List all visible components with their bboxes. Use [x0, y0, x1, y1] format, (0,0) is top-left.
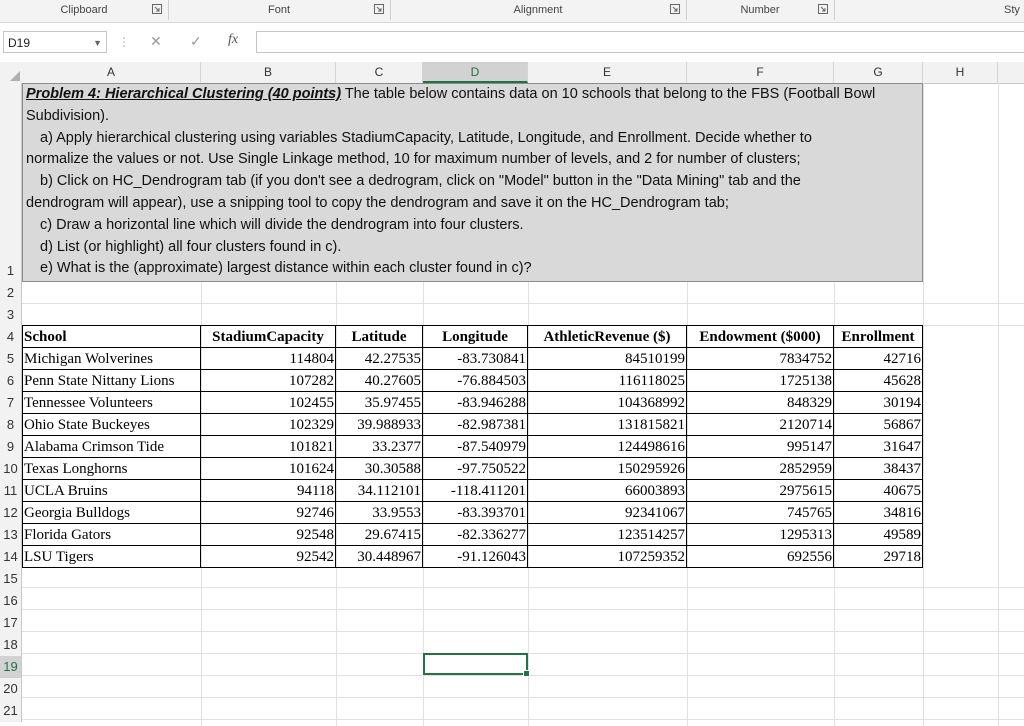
font-group-label: Font [267, 4, 290, 16]
header-cell-school[interactable]: School [22, 326, 201, 348]
cancel-icon[interactable]: ✕ [150, 33, 162, 49]
row-header[interactable]: 11 [0, 480, 22, 502]
ribbon-group-alignment [390, 0, 687, 20]
row-header[interactable]: 18 [0, 634, 22, 656]
column-header-a[interactable]: A [22, 62, 201, 83]
header-cell-stadium-capacity[interactable]: StadiumCapacity [201, 326, 336, 348]
table-cell-athletic-revenue[interactable]: 104368992 [528, 392, 687, 414]
table-cell-longitude[interactable]: -82.336277 [423, 524, 528, 546]
alignment-group-label: Alignment [513, 4, 563, 16]
clipboard-group-label: Clipboard [60, 4, 108, 16]
header-cell-enrollment[interactable]: Enrollment [834, 326, 923, 348]
table-cell-school[interactable]: Ohio State Buckeyes [22, 414, 201, 436]
row-header[interactable]: 8 [0, 414, 22, 436]
table-cell-enrollment[interactable]: 29718 [834, 546, 923, 568]
table-cell-athletic-revenue[interactable]: 84510199 [528, 348, 687, 370]
row-header[interactable]: 4 [0, 326, 22, 348]
table-cell-enrollment[interactable]: 45628 [834, 370, 923, 392]
table-cell-enrollment[interactable]: 42716 [834, 348, 923, 370]
table-cell-school[interactable]: Georgia Bulldogs [22, 502, 201, 524]
table-cell-endowment[interactable]: 692556 [687, 546, 834, 568]
row-header[interactable]: 7 [0, 392, 22, 414]
table-cell-longitude[interactable]: -91.126043 [423, 546, 528, 568]
column-header-b[interactable]: B [201, 62, 336, 83]
row-header[interactable]: 16 [0, 590, 22, 612]
table-cell-athletic-revenue[interactable]: 123514257 [528, 524, 687, 546]
table-cell-athletic-revenue[interactable]: 66003893 [528, 480, 687, 502]
number-launcher-icon[interactable] [818, 4, 828, 14]
header-cell-latitude[interactable]: Latitude [336, 326, 423, 348]
table-cell-latitude[interactable]: 35.97455 [336, 392, 423, 414]
ribbon-group-bar [0, 0, 1024, 23]
chevron-down-icon[interactable]: ▼ [93, 38, 102, 48]
problem-part-d: d) List (or highlight) all four clusters found in c). [40, 238, 342, 255]
active-cell-d19[interactable] [423, 653, 528, 675]
table-cell-school[interactable]: Texas Longhorns [22, 458, 201, 480]
ribbon-group-font [168, 0, 391, 20]
problem-statement-cell[interactable] [22, 83, 923, 282]
gridline [22, 697, 1024, 698]
table-cell-latitude[interactable]: 34.112101 [336, 480, 423, 502]
name-box-value: D19 [8, 36, 31, 50]
table-cell-stadium-capacity[interactable]: 101821 [201, 436, 336, 458]
name-box[interactable] [3, 31, 107, 53]
table-cell-stadium-capacity[interactable]: 114804 [201, 348, 336, 370]
problem-part-c: c) Draw a horizontal line which will divide the dendrogram into four clusters. [40, 216, 524, 233]
insert-function-icon[interactable]: fx [228, 32, 239, 47]
table-cell-longitude[interactable]: -118.411201 [423, 480, 528, 502]
row-header[interactable]: 1 [0, 83, 22, 282]
header-cell-longitude[interactable]: Longitude [423, 326, 528, 348]
row-header[interactable]: 15 [0, 568, 22, 590]
formula-input[interactable] [256, 31, 1024, 53]
problem-part-b-line2: dendrogram will appear), use a snipping tool to copy the dendrogram and save it on the HC_Dendrogram tab; [26, 194, 729, 211]
table-cell-longitude[interactable]: -83.946288 [423, 392, 528, 414]
table-cell-enrollment[interactable]: 49589 [834, 524, 923, 546]
problem-part-b-line1: b) Click on HC_Dendrogram tab (if you don't see a dedrogram, click on "Model" button in the "Data Mining" tab and the [40, 173, 801, 190]
gridline [22, 587, 1024, 588]
ribbon-group-clipboard [0, 0, 169, 20]
header-cell-endowment[interactable]: Endowment ($000) [687, 326, 834, 348]
row-header[interactable]: 12 [0, 502, 22, 524]
table-cell-school[interactable]: LSU Tigers [22, 546, 201, 568]
table-cell-athletic-revenue[interactable]: 131815821 [528, 414, 687, 436]
fill-handle[interactable] [523, 670, 530, 677]
row-header[interactable]: 2 [0, 282, 22, 304]
column-header-c[interactable]: C [336, 62, 423, 83]
table-cell-endowment[interactable]: 995147 [687, 436, 834, 458]
column-header-e[interactable]: E [528, 62, 687, 83]
table-cell-school[interactable]: UCLA Bruins [22, 480, 201, 502]
table-cell-enrollment[interactable]: 38437 [834, 458, 923, 480]
gridline [22, 631, 1024, 632]
column-header-bar [0, 62, 1024, 84]
row-header[interactable]: 10 [0, 458, 22, 480]
gridline [998, 83, 999, 726]
table-cell-athletic-revenue[interactable]: 150295926 [528, 458, 687, 480]
styles-group-label: Sty [1004, 4, 1020, 16]
number-group-label: Number [740, 4, 780, 16]
problem-title: Problem 4: Hierarchical Clustering (40 points) [26, 86, 342, 102]
table-cell-enrollment[interactable]: 40675 [834, 480, 923, 502]
table-cell-enrollment[interactable]: 30194 [834, 392, 923, 414]
ribbon-group-number [686, 0, 835, 20]
problem-part-a-line1: a) Apply hierarchical clustering using variables StadiumCapacity, Latitude, Longitude, and Enrollment. Decide whether to [40, 129, 812, 146]
table-cell-endowment[interactable]: 745765 [687, 502, 834, 524]
table-cell-athletic-revenue[interactable]: 107259352 [528, 546, 687, 568]
table-cell-school[interactable]: Florida Gators [22, 524, 201, 546]
row-header[interactable]: 13 [0, 524, 22, 546]
column-header-f[interactable]: F [687, 62, 834, 83]
table-cell-athletic-revenue[interactable]: 116118025 [528, 370, 687, 392]
table-cell-stadium-capacity[interactable]: 102329 [201, 414, 336, 436]
gridline [22, 719, 1024, 720]
problem-part-e: e) What is the (approximate) largest distance within each cluster found in c)? [40, 260, 532, 277]
table-cell-endowment[interactable]: 1295313 [687, 524, 834, 546]
table-cell-stadium-capacity[interactable]: 92548 [201, 524, 336, 546]
table-cell-school[interactable]: Tennessee Volunteers [22, 392, 201, 414]
font-launcher-icon[interactable] [374, 4, 384, 14]
table-cell-longitude[interactable]: -87.540979 [423, 436, 528, 458]
table-cell-enrollment[interactable]: 34816 [834, 502, 923, 524]
table-cell-enrollment[interactable]: 31647 [834, 436, 923, 458]
table-cell-school[interactable]: Penn State Nittany Lions [22, 370, 201, 392]
table-cell-latitude[interactable]: 30.30588 [336, 458, 423, 480]
table-cell-latitude[interactable]: 39.988933 [336, 414, 423, 436]
table-cell-stadium-capacity[interactable]: 107282 [201, 370, 336, 392]
enter-check-icon[interactable]: ✓ [190, 33, 202, 49]
table-cell-longitude[interactable]: -76.884503 [423, 370, 528, 392]
column-header-h[interactable]: H [923, 62, 998, 83]
table-cell-school[interactable]: Alabama Crimson Tide [22, 436, 201, 458]
table-cell-stadium-capacity[interactable]: 94118 [201, 480, 336, 502]
problem-intro [26, 84, 922, 106]
table-cell-endowment[interactable]: 2852959 [687, 458, 834, 480]
row-header[interactable]: 6 [0, 370, 22, 392]
table-cell-stadium-capacity[interactable]: 101624 [201, 458, 336, 480]
column-header-g[interactable]: G [834, 62, 923, 83]
table-cell-endowment[interactable]: 2975615 [687, 480, 834, 502]
header-cell-athletic-revenue[interactable]: AthleticRevenue ($) [528, 326, 687, 348]
column-header-d[interactable]: D [423, 62, 528, 83]
problem-intro-line2: Subdivision). [26, 107, 110, 124]
table-cell-endowment[interactable]: 848329 [687, 392, 834, 414]
row-header[interactable]: 5 [0, 348, 22, 370]
alignment-launcher-icon[interactable] [670, 4, 680, 14]
table-cell-stadium-capacity[interactable]: 102455 [201, 392, 336, 414]
table-cell-stadium-capacity[interactable]: 92746 [201, 502, 336, 524]
table-cell-endowment[interactable]: 1725138 [687, 370, 834, 392]
drag-handle-icon[interactable]: ⋮ [118, 35, 130, 49]
table-cell-endowment[interactable]: 2120714 [687, 414, 834, 436]
row-header[interactable]: 19 [0, 656, 22, 678]
gridline [22, 609, 1024, 610]
row-header[interactable]: 20 [0, 678, 22, 700]
table-cell-longitude[interactable]: -97.750522 [423, 458, 528, 480]
table-cell-latitude[interactable]: 42.27535 [336, 348, 423, 370]
table-cell-latitude[interactable]: 30.448967 [336, 546, 423, 568]
table-cell-latitude[interactable]: 33.2377 [336, 436, 423, 458]
table-cell-athletic-revenue[interactable]: 124498616 [528, 436, 687, 458]
table-cell-endowment[interactable]: 7834752 [687, 348, 834, 370]
clipboard-launcher-icon[interactable] [152, 4, 162, 14]
table-cell-latitude[interactable]: 40.27605 [336, 370, 423, 392]
gridline [923, 83, 924, 726]
problem-part-a-line2: normalize the values or not. Use Single Linkage method, 10 for maximum number of levels, and 2 for number of clusters; [26, 151, 801, 168]
table-cell-longitude[interactable]: -83.730841 [423, 348, 528, 370]
formula-bar [0, 28, 1024, 58]
table-cell-longitude[interactable]: -83.393701 [423, 502, 528, 524]
row-header[interactable]: 17 [0, 612, 22, 634]
row-header[interactable]: 3 [0, 304, 22, 326]
table-cell-enrollment[interactable]: 56867 [834, 414, 923, 436]
table-cell-latitude[interactable]: 33.9553 [336, 502, 423, 524]
table-cell-athletic-revenue[interactable]: 92341067 [528, 502, 687, 524]
gridline [22, 303, 1024, 304]
table-cell-stadium-capacity[interactable]: 92542 [201, 546, 336, 568]
table-cell-longitude[interactable]: -82.987381 [423, 414, 528, 436]
problem-intro-text: The table below contains data on 10 schools that belong to the FBS (Football Bowl [341, 86, 876, 102]
table-cell-latitude[interactable]: 29.67415 [336, 524, 423, 546]
table-cell-school[interactable]: Michigan Wolverines [22, 348, 201, 370]
row-header[interactable]: 14 [0, 546, 22, 568]
row-header[interactable]: 21 [0, 700, 22, 722]
row-header[interactable]: 9 [0, 436, 22, 458]
select-all-corner[interactable] [0, 62, 22, 83]
